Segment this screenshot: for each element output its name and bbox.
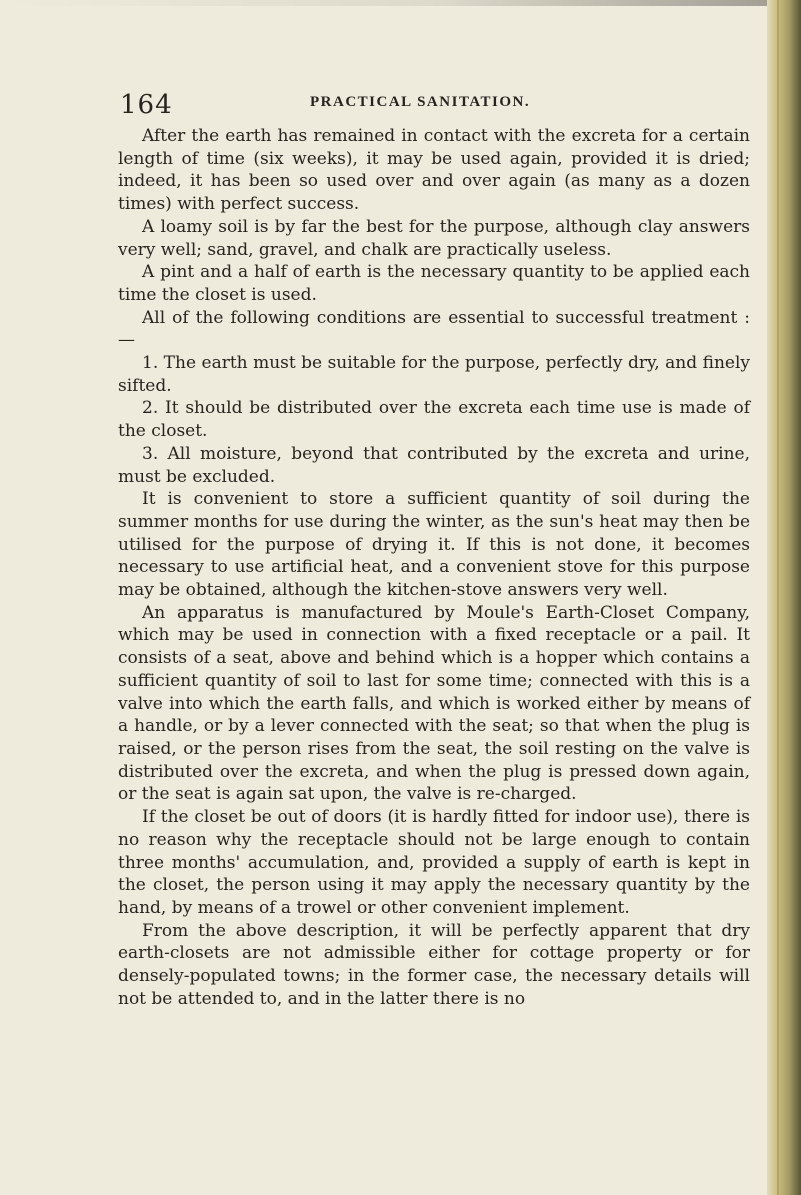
paragraph: If the closet be out of doors (it is hardly fitted for indoor use), there is no reason why the receptacle should not be large enough to contain three months' accumulation, and, provided a supply of earth is kept in the closet, the person using it may apply the necessary quantity by the hand, by means of a trowel or other convenient implement. bbox=[118, 807, 750, 918]
paragraph: 3. All moisture, beyond that contributed by the excreta and urine, must be excluded. bbox=[118, 443, 750, 487]
paragraph: After the earth has remained in contact with the excreta for a certain length of time (six weeks), it may be used again, provided it is dried; indeed, it has been so used over and over again (as many as a dozen times) with perfect success. bbox=[118, 126, 750, 215]
body-text bbox=[118, 125, 750, 1010]
paragraph: An apparatus is manufactured by Moule's Earth-Closet Company, which may be used in connection with a fixed receptacle or a pail. It consists of a seat, above and behind which is a hopper which contains a sufficient quantity of soil to last for some time; connected with this is a valve into which the earth falls, and which is worked either by means of a handle, or by a lever connected with the seat; so that when the plug is raised, or the person rises from the seat, the soil resting on the valve is distributed over the excreta, and when the plug is pressed down again, or the seat is again sat upon, the valve is re-charged. bbox=[118, 602, 750, 805]
paragraph: All of the following conditions are essential to successful treatment :— bbox=[118, 307, 750, 351]
page-binding-edge bbox=[767, 0, 801, 1195]
page-edge-line bbox=[777, 0, 779, 1195]
paragraph: 2. It should be distributed over the excreta each time use is made of the closet. bbox=[118, 398, 750, 442]
paragraph: 1. The earth must be suitable for the purpose, perfectly dry, and finely sifted. bbox=[118, 353, 750, 396]
paragraph: It is convenient to store a sufficient quantity of soil during the summer months for use during the winter, as the sun's heat may then be utilised for the purpose of drying it. If this is not done, it becomes necessary to use artificial heat, and a convenient stove for this purpose may be obtained, although the kitchen-stove answers very well. bbox=[118, 489, 750, 601]
running-head: PRACTICAL SANITATION. bbox=[310, 94, 531, 110]
page-top-shadow bbox=[0, 0, 801, 6]
paragraph: From the above description, it will be perfectly apparent that dry earth-closets are not admissible either for cottage property or for densely-populated towns; in the former case, the necessary details will not be attended to, and in the latter there is no bbox=[118, 920, 750, 1009]
page-number: 164 bbox=[120, 90, 173, 120]
page-header bbox=[120, 90, 760, 120]
paragraph: A pint and a half of earth is the necessary quantity to be applied each time the closet is used. bbox=[118, 262, 750, 305]
paragraph: A loamy soil is by far the best for the purpose, although clay answers very well; sand, gravel, and chalk are practically useless. bbox=[118, 216, 750, 260]
